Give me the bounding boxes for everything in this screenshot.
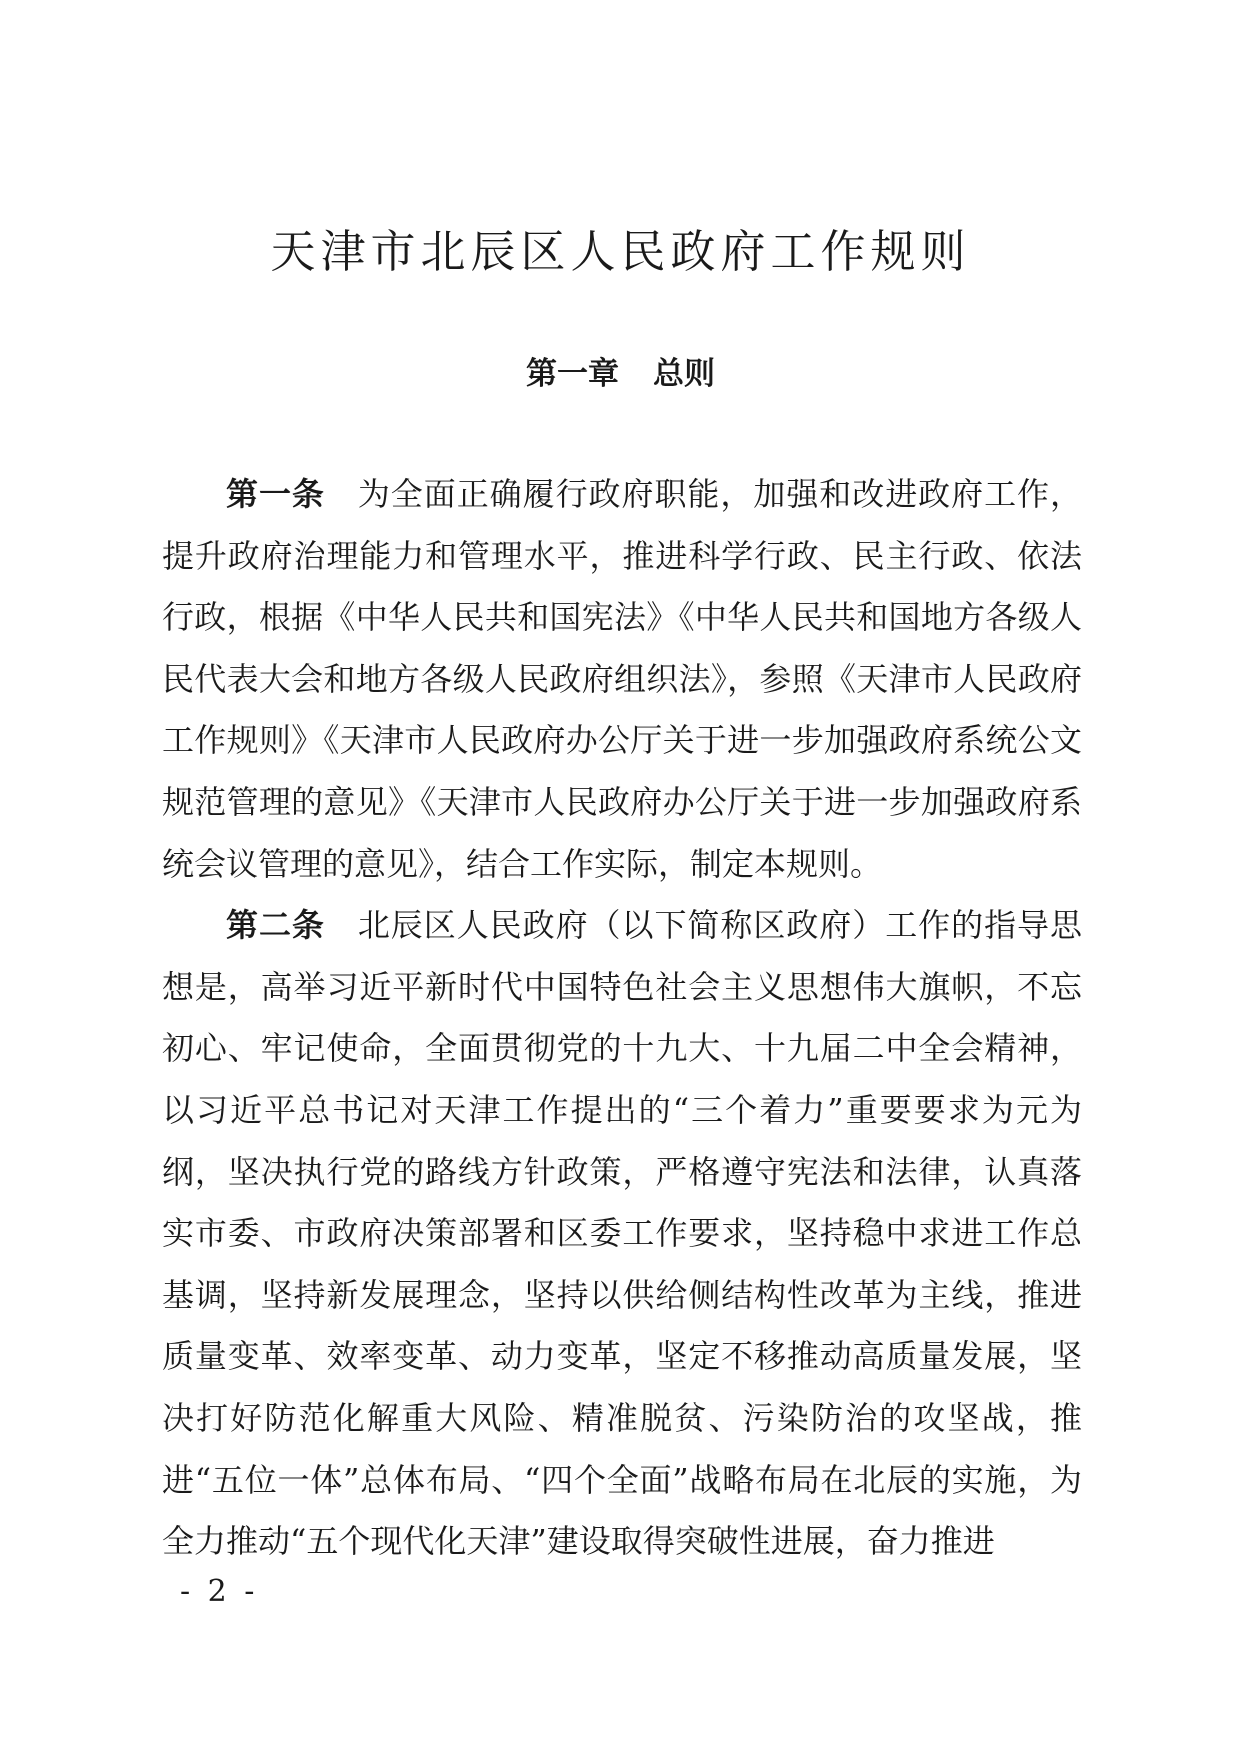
chapter-number: 第一章: [526, 356, 619, 392]
page-number: - 2 -: [180, 1574, 259, 1609]
article-paragraph: [162, 895, 1082, 1573]
article-text: 北辰区人民政府（以下简称区政府）工作的指导思想是，高举习近平新时代中国特色社会主义思想伟大旗帜，不忘初心、牢记使命，全面贯彻党的十九大、十九届二中全会精神，以习近平总书记对天津工作提出的“三个着力”重要要求为元为纲，坚决执行党的路线方针政策，严格遵守宪法和法律，认真落实市委、市政府决策部署和区委工作要求，坚持稳中求进工作总基调，坚持新发展理念，坚持以供给侧结构性改革为主线，推进质量变革、效率变革、动力变革，坚定不移推动高质量发展，坚决打好防范化解重大风险、精准脱贫、污染防治的攻坚战，推进“五位一体”总体布局、“四个全面”战略布局在北辰的实施，为全力推动“五个现代化天津”建设取得突破性进展，奋力推进: [162, 906, 1082, 1561]
document-title: 天津市北辰区人民政府工作规则: [270, 225, 971, 278]
chapter-name: 总则: [653, 356, 715, 392]
article-label: 第二条: [226, 906, 325, 945]
chapter-heading: [0, 352, 1241, 396]
article-text: 为全面正确履行政府职能，加强和改进政府工作，提升政府治理能力和管理水平，推进科学行政、民主行政、依法行政，根据《中华人民共和国宪法》《中华人民共和国地方各级人民代表大会和地方各级人民政府组织法》，参照《天津市人民政府工作规则》《天津市人民政府办公厅关于进一步加强政府系统公文规范管理的意见》《天津市人民政府办公厅关于进一步加强政府系统会议管理的意见》，结合工作实际，制定本规则。: [162, 475, 1082, 883]
article-paragraph: [162, 464, 1082, 895]
article-label: 第一条: [226, 475, 325, 513]
document-body: [162, 464, 1082, 1573]
